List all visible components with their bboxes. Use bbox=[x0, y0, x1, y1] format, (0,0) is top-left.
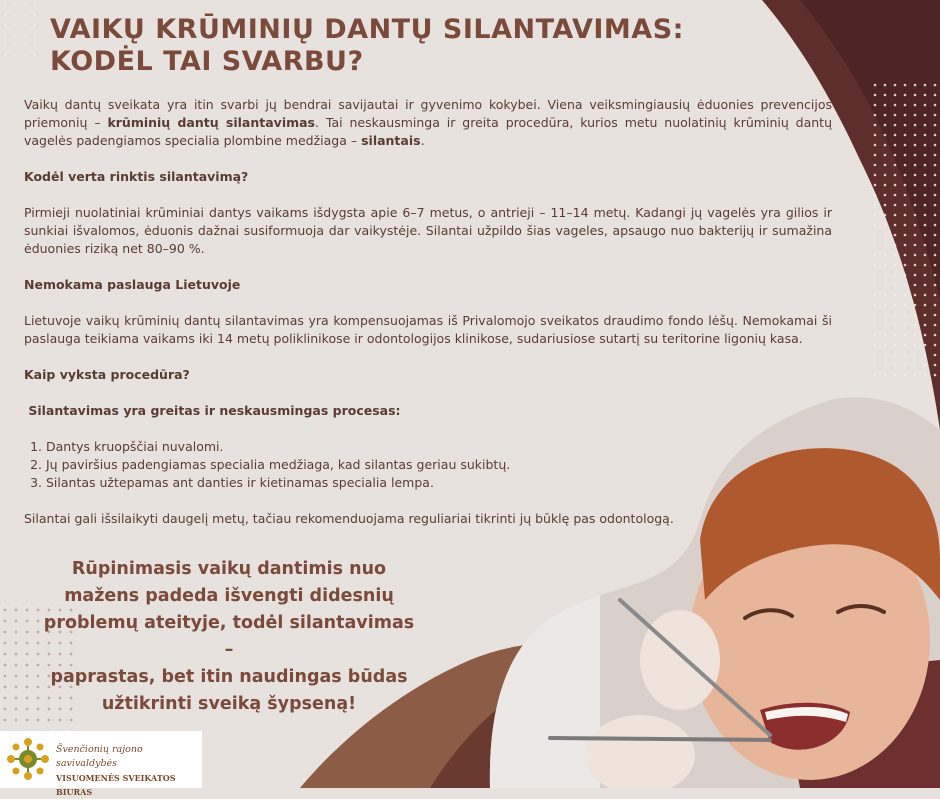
logo-emblem-icon bbox=[6, 737, 50, 781]
page-title bbox=[50, 14, 684, 78]
intro-emphasis: krūminių dantų silantavimas bbox=[107, 115, 316, 130]
section-text-why: Pirmieji nuolatiniai krūminiai dantys vaikams išdygsta apie 6–7 metus, o antrieji – 11–14 metų. Kadangi jų vagelės yra gilios ir sunkiai išvalomos, ėduonis dažnai susiformuoja dar vaikystėje. Silantai užpildo šias vageles, apsaugo nuo bakterijų ir sumažina ėduonies riziką net 80–90 %. bbox=[24, 205, 832, 256]
article-body bbox=[24, 96, 832, 528]
section-heading-free: Nemokama paslauga Lietuvoje bbox=[24, 277, 241, 292]
list-item: 1. Dantys kruopščiai nuvalomi. bbox=[46, 438, 832, 456]
intro-text: . bbox=[420, 133, 425, 148]
logo-line-1: Švenčionių rajono savivaldybės bbox=[56, 744, 143, 769]
cta-line: mažens padeda išvengti didesnių bbox=[64, 586, 394, 606]
intro-text: . Tai neskausminga ir greita procedūra, kurios metu nuolatinių krūminių dantų vagelės padengiamos specialia plombine medžiaga – bbox=[24, 115, 833, 148]
cta-line: Rūpinimasis vaikų dantimis nuo bbox=[71, 559, 387, 579]
organization-logo bbox=[0, 731, 202, 797]
cta-line: paprastas, bet itin naudingas būdas bbox=[50, 667, 408, 687]
title-line: KODĖL TAI SVARBU? bbox=[50, 46, 364, 77]
section-subheading-how: Silantavimas yra greitas ir neskausmingas procesas: bbox=[24, 403, 401, 418]
call-to-action bbox=[40, 556, 418, 718]
intro-paragraph bbox=[24, 96, 832, 150]
intro-emphasis: silantais bbox=[361, 133, 421, 148]
logo-line-2: VISUOMENĖS SVEIKATOS BIURAS bbox=[56, 773, 176, 797]
section-text-free: Lietuvoje vaikų krūminių dantų silantavimas yra kompensuojamas iš Privalomojo sveikatos draudimo fondo lėšų. Nemokamai ši paslauga teikiama vaikams iki 14 metų poliklinikose ir odontologijos klinikose, sudariusiose sutartį su teritorine ligonių kasa. bbox=[24, 313, 832, 346]
cta-line: problemų ateityje, todėl silantavimas – bbox=[43, 613, 415, 660]
logo-text bbox=[56, 743, 202, 799]
section-heading-why: Kodėl verta rinktis silantavimą? bbox=[24, 169, 249, 184]
cta-line: užtikrinti sveiką šypseną! bbox=[101, 694, 357, 714]
intro-text: Vaikų dantų sveikata yra itin svarbi jų bendrai savijautai ir gyvenimo kokybei. Viena veiksmingiausių ėduonies prevencijos priemonių – bbox=[24, 97, 832, 130]
list-item: 3. Silantas užtepamas ant danties ir kietinamas specialia lempa. bbox=[46, 474, 832, 492]
list-item: 2. Jų paviršius padengiamas specialia medžiaga, kad silantas geriau sukibtų. bbox=[46, 456, 832, 474]
title-line: VAIKŲ KRŪMINIŲ DANTŲ SILANTAVIMAS: bbox=[50, 14, 684, 45]
section-heading-how: Kaip vyksta procedūra? bbox=[24, 367, 190, 382]
procedure-steps bbox=[24, 438, 832, 492]
closing-text: Silantai gali išsilaikyti daugelį metų, tačiau rekomenduojama reguliariai tikrinti jų būklę pas odontologą. bbox=[24, 511, 674, 526]
